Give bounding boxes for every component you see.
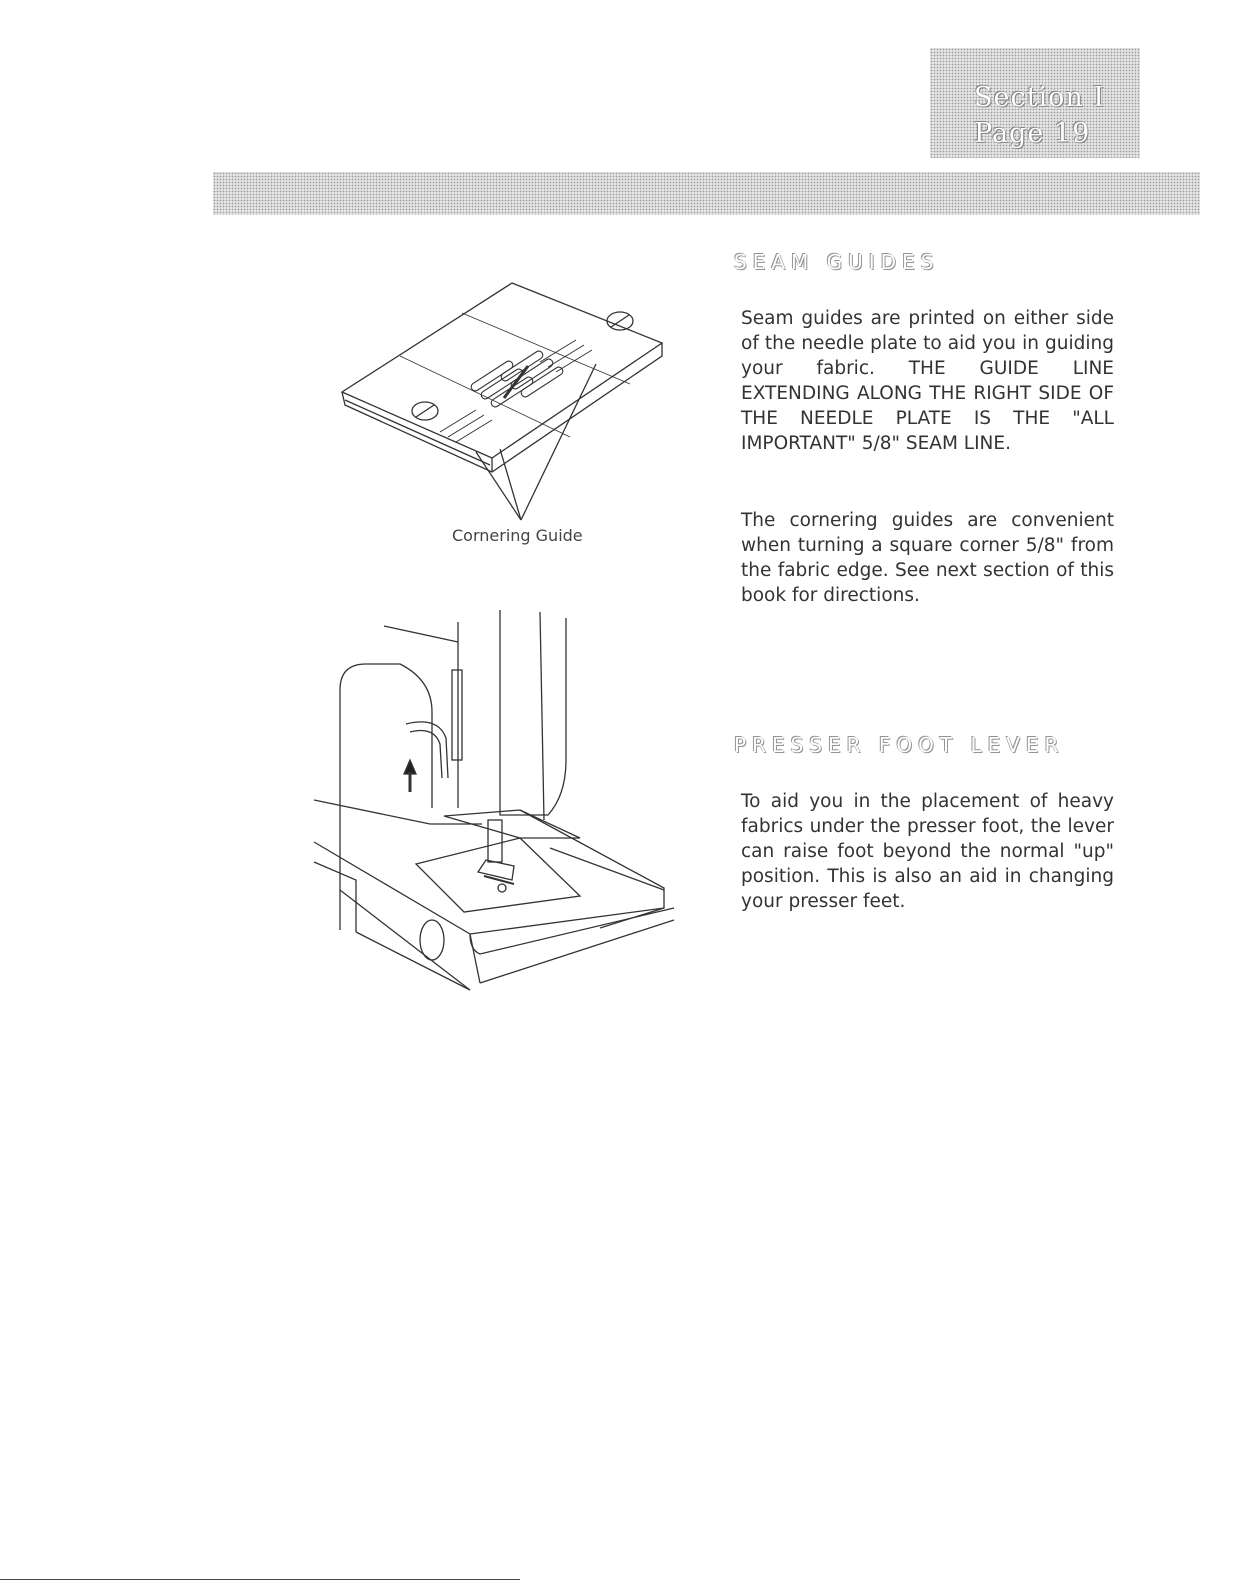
presser-foot-heading: PRESSER FOOT LEVER: [734, 733, 1065, 757]
seam-guides-paragraph-1: Seam guides are printed on either side of the needle plate to aid you in guiding your fabric. THE GUIDE LINE EXTENDING ALONG THE RIGHT SIDE OF THE NEEDLE PLATE IS THE "ALL IMPORTANT" 5/8" SEAM LINE.: [741, 308, 1114, 454]
cornering-guide-caption: Cornering Guide: [452, 526, 583, 545]
seam-guides-heading: SEAM GUIDES: [734, 250, 940, 274]
presser-foot-paragraph: To aid you in the placement of heavy fabrics under the presser foot, the lever can raise foot beyond the normal "up" position. This is also an aid in changing your presser feet.: [741, 791, 1114, 912]
seam-guides-paragraph-2: The cornering guides are convenient when turning a square corner 5/8" from the fabric edge. See next section of this book for directions.: [741, 510, 1114, 606]
section-label: Section I: [974, 82, 1105, 113]
page-label: Page 19: [974, 118, 1091, 149]
bottom-rule: [0, 1579, 520, 1580]
